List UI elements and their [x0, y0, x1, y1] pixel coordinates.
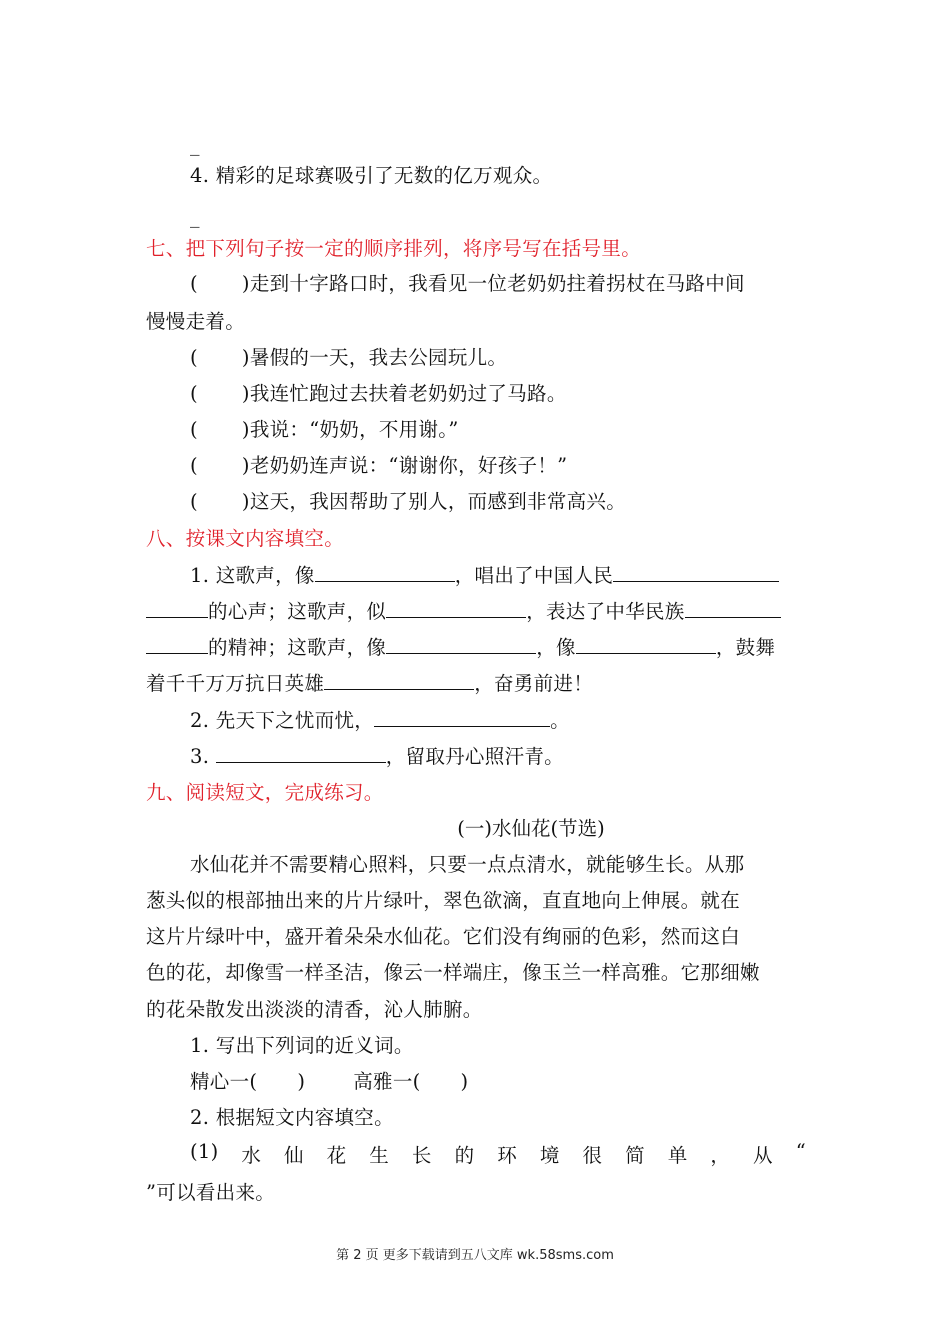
fill-blank[interactable] — [146, 635, 208, 654]
fill-blank[interactable] — [386, 599, 526, 618]
fill-blank[interactable] — [216, 744, 386, 763]
passage-line: 这片片绿叶中，盛开着朵朵水仙花。它们没有绚丽的色彩，然而这白 — [146, 925, 741, 948]
section-9-heading: 九、阅读短文，完成练习。 — [146, 781, 384, 804]
fill-line: 2. 先天下之忧而忧， 。 — [190, 709, 570, 732]
fill-line: 3. ，留取丹心照汗青。 — [190, 745, 564, 768]
question-2: 2. 根据短文内容填空。 — [190, 1106, 394, 1129]
page-footer: 第 2 页 更多下载请到五八文库 wk.58sms.com — [336, 1248, 614, 1263]
passage-line: 水仙花并不需要精心照料，只要一点点清水，就能够生长。从那 — [190, 853, 745, 876]
order-item: ( )老奶奶连声说：“谢谢你，好孩子！” — [190, 454, 568, 477]
order-item-continuation: 慢慢走着。 — [146, 310, 246, 333]
fill-line: 的心声；这歌声，似 ，表达了中华民族 — [146, 596, 806, 624]
fill-line: 的精神；这歌声，像 ，像 ，鼓舞 — [146, 632, 806, 660]
order-item: ( )这天，我因帮助了别人，而感到非常高兴。 — [190, 490, 627, 513]
order-item: ( )暑假的一天，我去公园玩儿。 — [190, 346, 508, 369]
fill-line: 着千千万万抗日英雄 ，奋勇前进！ — [146, 672, 594, 695]
passage-line: 的花朵散发出淡淡的清香，沁人肺腑。 — [146, 998, 483, 1021]
question-2-1-end: ”可以看出来。 — [146, 1181, 276, 1204]
fill-blank[interactable] — [386, 635, 536, 654]
order-item: ( )我说：“奶奶，不用谢。” — [190, 418, 459, 441]
fill-blank[interactable] — [685, 599, 781, 618]
fill-blank[interactable] — [576, 635, 716, 654]
fill-blank[interactable] — [613, 563, 779, 582]
order-item: ( )我连忙跑过去扶着老奶奶过了马路。 — [190, 382, 567, 405]
passage-line: 葱头似的根部抽出来的片片绿叶，翠色欲滴，直直地向上伸展。就在 — [146, 889, 741, 912]
order-item: ( )走到十字路口时，我看见一位老奶奶拄着拐杖在马路中间 — [190, 272, 745, 295]
blank-dash: _ — [190, 134, 200, 156]
fill-blank[interactable] — [146, 599, 208, 618]
passage-title: (一)水仙花(节选) — [457, 817, 605, 840]
synonym-row: 精心一( ) 高雅一( ) — [190, 1070, 469, 1093]
fill-blank[interactable] — [374, 708, 550, 727]
blank-dash: _ — [190, 206, 200, 228]
fill-line: 1. 这歌声，像 ，唱出了中国人民 — [190, 560, 806, 588]
question-2-1-line: (1) 水 仙 花 生 长 的 环 境 很 简 单 ， 从 “ — [190, 1140, 806, 1167]
section-8-heading: 八、按课文内容填空。 — [146, 527, 345, 550]
section-7-heading: 七、把下列句子按一定的顺序排列，将序号写在括号里。 — [146, 237, 642, 260]
passage-line: 色的花，却像雪一样圣洁，像云一样端庄，像玉兰一样高雅。它那细嫩 — [146, 961, 760, 984]
fill-blank[interactable] — [324, 671, 474, 690]
fill-blank[interactable] — [315, 563, 455, 582]
sentence-item-4: 4. 精彩的足球赛吸引了无数的亿万观众。 — [190, 164, 553, 187]
question-1: 1. 写出下列词的近义词。 — [190, 1034, 414, 1057]
